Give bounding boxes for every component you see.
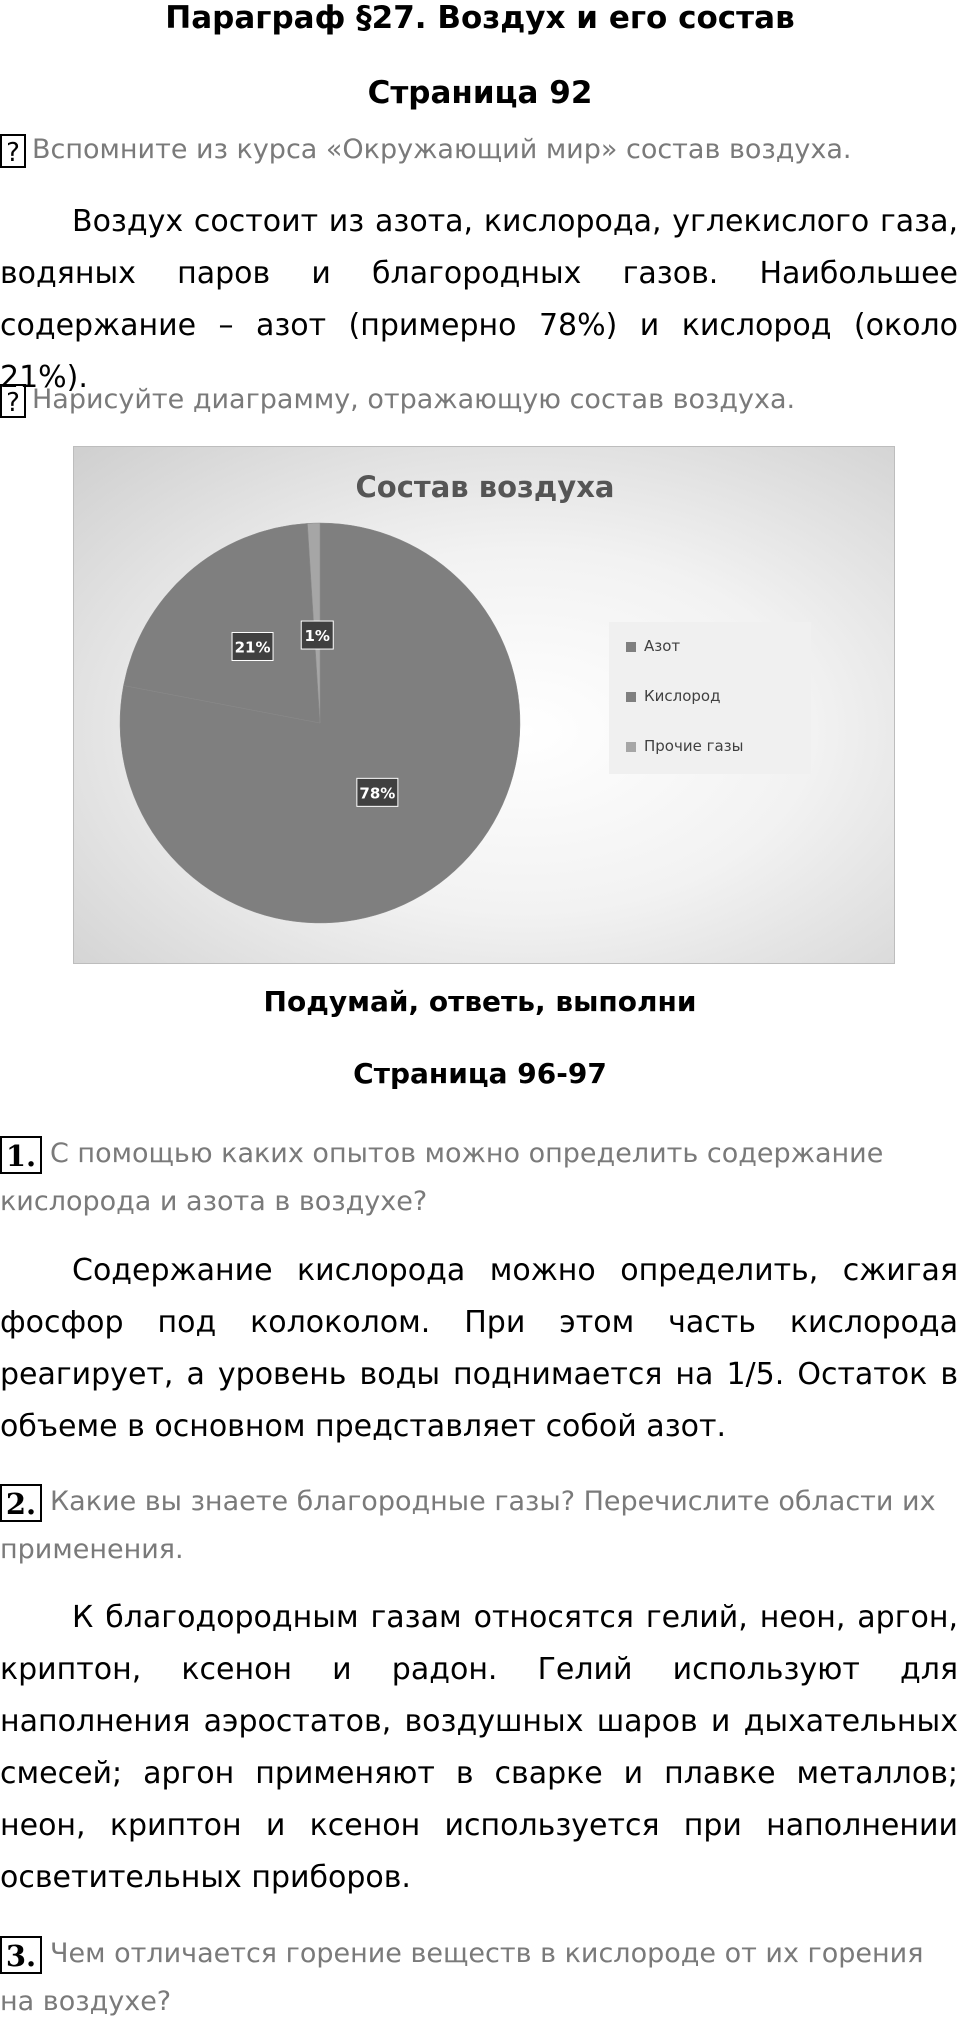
question-text: Какие вы знаете благородные газы? Перечислите области их применения. bbox=[0, 1486, 936, 1565]
legend-label: Кислород bbox=[644, 687, 721, 705]
question-number-box: 2. bbox=[0, 1484, 42, 1522]
answer-1: Содержание кислорода можно определить, сжигая фосфор под колоколом. При этом часть кислорода реагирует, а уровень воды поднимается на 1/5. Остаток в объеме в основном представляет собой азот. bbox=[0, 1253, 958, 1444]
legend-swatch bbox=[626, 692, 636, 702]
question-text: Вспомните из курса «Окружающий мир» состав воздуха. bbox=[32, 134, 852, 165]
page-title: Параграф §27. Воздух и его состав bbox=[165, 0, 795, 36]
data-label-3 bbox=[301, 621, 333, 649]
legend-swatch bbox=[626, 742, 636, 752]
legend-swatch bbox=[626, 642, 636, 652]
pie-chart bbox=[73, 446, 895, 964]
pie-chart-svg bbox=[74, 447, 896, 965]
chart-legend bbox=[609, 622, 811, 774]
answer-2: К благодородным газам относятся гелий, неон, аргон, криптон, ксенон и радон. Гелий используют для наполнения аэростатов, воздушных шаров и дыхательных смесей; аргон применяют в сварке и плавке металлов; неон, криптон и ксенон используется при наполнении осветительных приборов. bbox=[0, 1600, 958, 1895]
pie-slices bbox=[120, 523, 520, 923]
question-number-box: 1. bbox=[0, 1136, 42, 1174]
page-number-heading-2: Страница 96-97 bbox=[353, 1057, 607, 1090]
question-3 bbox=[0, 1930, 960, 2026]
data-label-text: 21% bbox=[234, 638, 271, 657]
legend-item-3 bbox=[626, 737, 743, 755]
section-heading: Подумай, ответь, выполни bbox=[263, 985, 697, 1018]
question-mark-box: ? bbox=[0, 134, 26, 168]
legend-label: Азот bbox=[644, 637, 681, 655]
question-text: Нарисуйте диаграмму, отражающую состав воздуха. bbox=[32, 384, 796, 415]
data-label-1 bbox=[357, 778, 398, 806]
page-number-heading: Страница 92 bbox=[367, 75, 593, 111]
intro-question-1 bbox=[0, 126, 960, 174]
question-number-box: 3. bbox=[0, 1936, 42, 1974]
question-1 bbox=[0, 1130, 960, 1226]
intro-answer-1: Воздух состоит из азота, кислорода, углекислого газа, водяных паров и благородных газов. Наибольшее содержание – азот (примерно 78%) и кислород (около 21%). bbox=[0, 204, 958, 395]
question-text: С помощью каких опытов можно определить содержание кислорода и азота в воздухе? bbox=[0, 1138, 884, 1217]
chart-title: Состав воздуха bbox=[355, 470, 615, 504]
legend-label: Прочие газы bbox=[644, 737, 744, 755]
question-2 bbox=[0, 1478, 960, 1574]
data-label-2 bbox=[232, 632, 273, 660]
question-mark-box: ? bbox=[0, 384, 26, 418]
data-label-text: 1% bbox=[304, 627, 330, 646]
intro-question-2 bbox=[0, 376, 960, 424]
question-text: Чем отличается горение веществ в кислороде от их горения на воздухе? bbox=[0, 1938, 924, 2017]
data-label-text: 78% bbox=[359, 784, 396, 803]
